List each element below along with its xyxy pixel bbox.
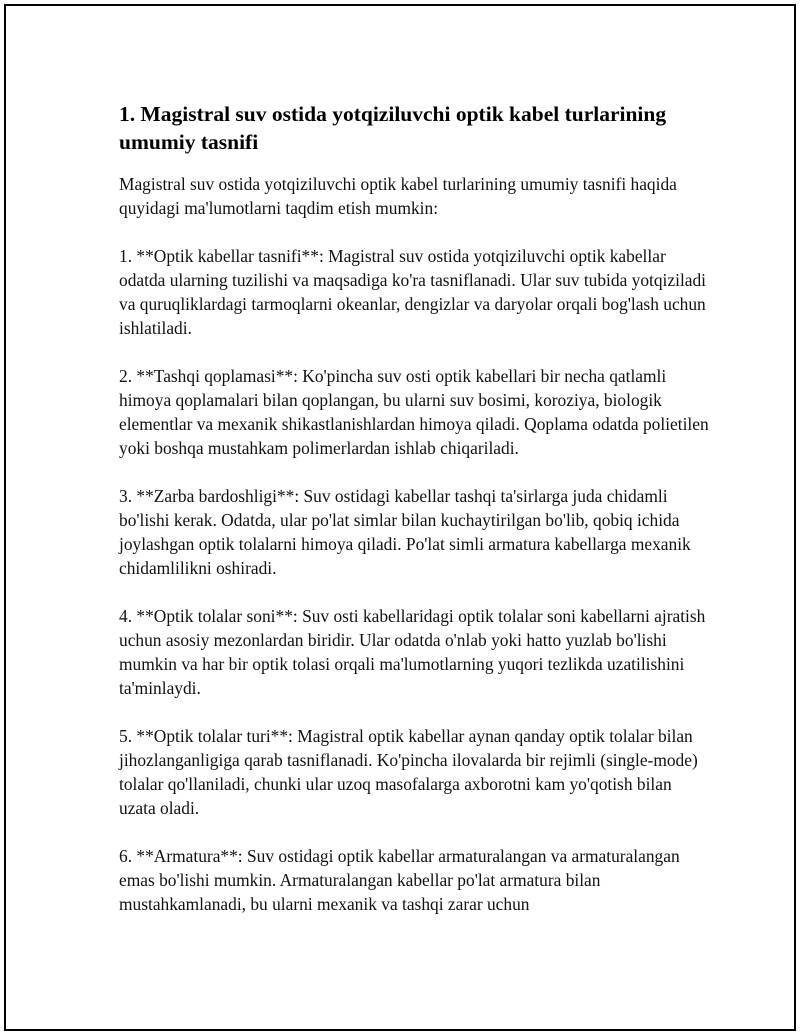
item-zarba-bardoshligi: 3. **Zarba bardoshligi**: Suv ostidagi kabellar tashqi ta'sirlarga juda chidamli bo'lishi kerak. Odatda, ular po'lat simlar bilan kuchaytirilgan bo'lib, qobiq ichida joylashgan optik tolalarni himoya qiladi. Po'lat simli armatura kabellarga mexanik chidamlilikni oshiradi. <box>119 486 691 578</box>
item-optik-kabellar-tasnifi: 1. **Optik kabellar tasnifi**: Magistral suv ostida yotqiziluvchi optik kabellar odatda ularning tuzilishi va maqsadiga ko'ra tasniflanadi. Ular suv tubida yotqiziladi va quruqliklardagi tarmoqlarni okeanlar, dengizlar va daryolar orqali bog'lash uchun ishlatiladi. <box>119 246 707 338</box>
item-optik-tolalar-turi: 5. **Optik tolalar turi**: Magistral optik kabellar aynan qanday optik tolalar bilan jihozlanganligiga qarab tasniflanadi. Ko'pincha ilovalarda bir rejimli (single-mode) tolalar qo'llaniladi, chunki ular uzoq masofalarga axborotni kam yo'qotish bilan uzata oladi. <box>119 726 698 818</box>
item-optik-tolalar-soni: 4. **Optik tolalar soni**: Suv osti kabellaridagi optik tolalar soni kabellarni ajratish uchun asosiy mezonlardan biridir. Ular odatda o'nlab yoki hatto yuzlab bo'lishi mumkin va har bir optik tolasi orqali ma'lumotlarning yuqori tezlikda uzatilishini ta'minlaydi. <box>119 606 706 698</box>
intro-paragraph: Magistral suv ostida yotqiziluvchi optik kabel turlarining umumiy tasnifi haqida quyidagi ma'lumotlarni taqdim etish mumkin: <box>119 174 677 218</box>
item-tashqi-qoplamasi: 2. **Tashqi qoplamasi**: Ko'pincha suv osti optik kabellari bir necha qatlamli himoya qoplamalari bilan qoplangan, bu ularni suv bosimi, koroziya, biologik elementlar va mexanik shikastlanishlardan himoya qiladi. Qoplama odatda polietilen yoki boshqa mustahkam polimerlardan ishlab chiqariladi. <box>119 366 709 458</box>
section-heading: 1. Magistral suv ostida yotqiziluvchi optik kabel turlarining umumiy tasnifi <box>119 102 667 154</box>
page-frame <box>4 4 796 1031</box>
document-body <box>119 100 709 940</box>
item-armatura: 6. **Armatura**: Suv ostidagi optik kabellar armaturalangan va armaturalangan emas bo'lishi mumkin. Armaturalangan kabellar po'lat armatura bilan mustahkamlanadi, bu ularni mexanik va tashqi zarar uchun <box>119 846 680 914</box>
